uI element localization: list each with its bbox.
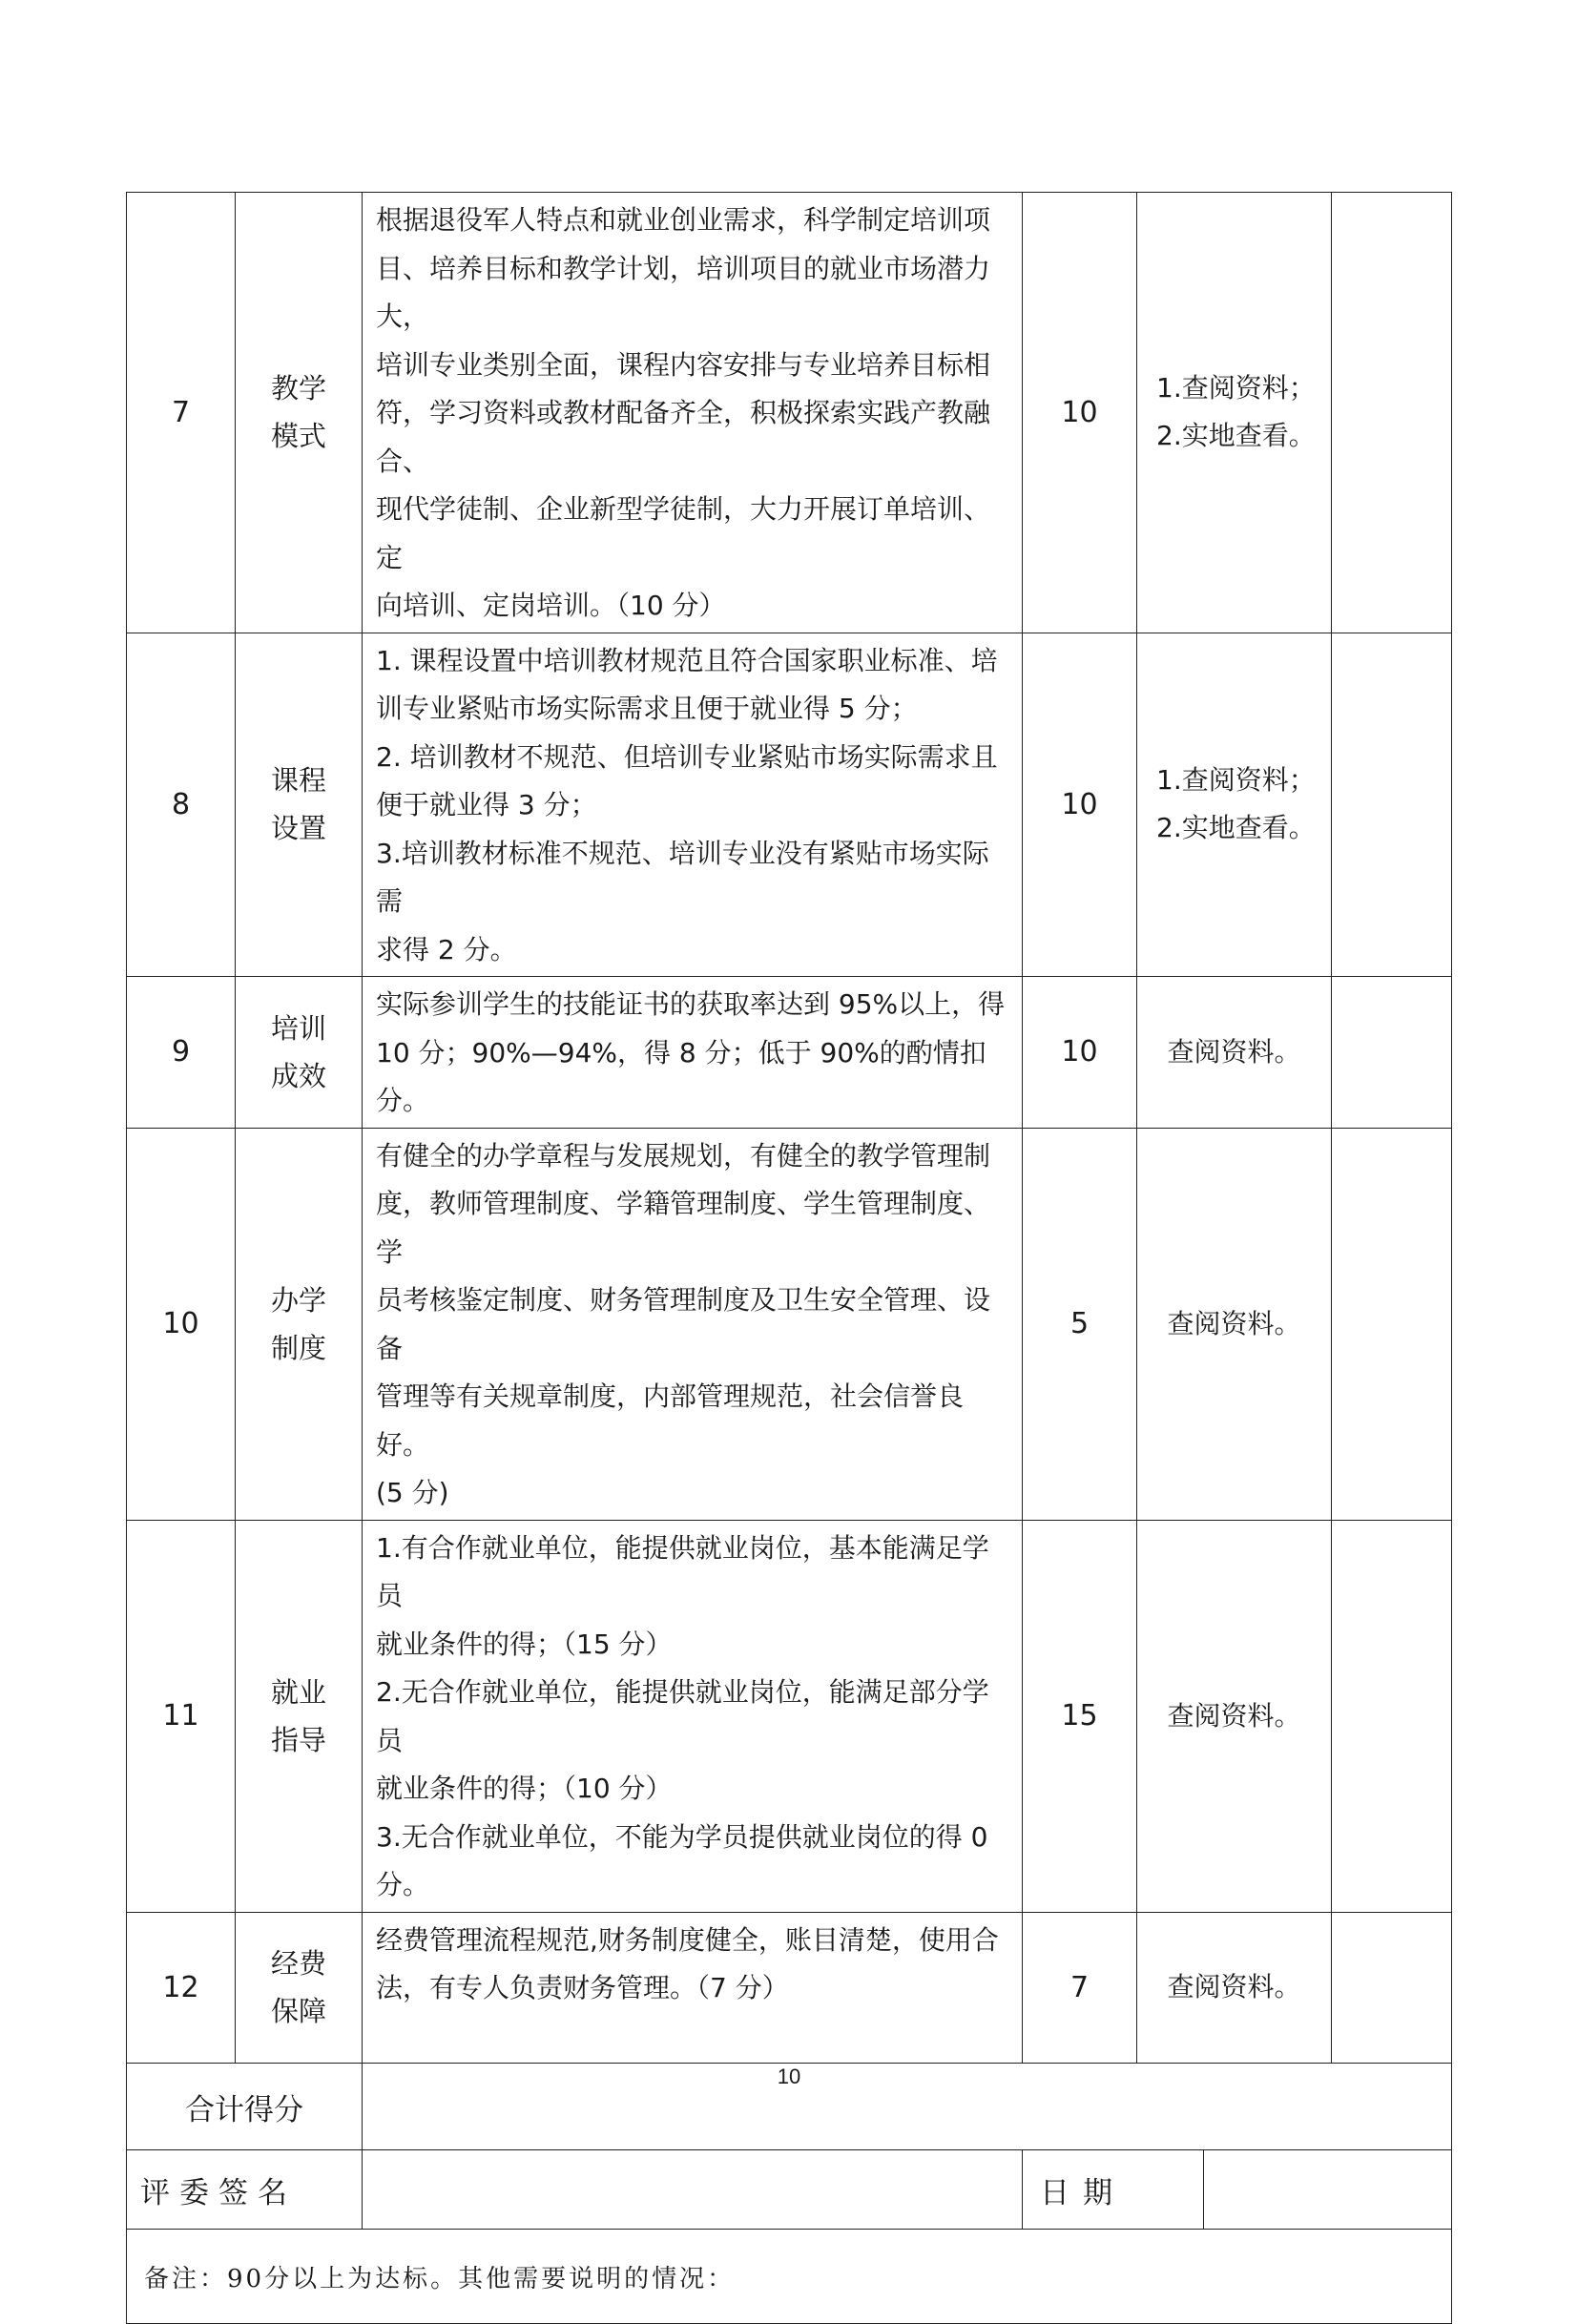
table-row	[127, 633, 1452, 977]
item-name	[236, 977, 363, 1129]
score-entry-cell[interactable]	[1332, 977, 1452, 1129]
signature-row	[127, 2150, 1452, 2230]
table-row	[127, 977, 1452, 1129]
date-label: 日期	[1023, 2150, 1204, 2230]
standard-line: 有健全的办学章程与发展规划，有健全的教学管理制	[376, 1139, 991, 1172]
item-name-line: 模式	[270, 420, 326, 453]
page-number: 10	[777, 2065, 801, 2088]
standard-line: 培训专业类别全面，课程内容安排与专业培养目标相	[376, 348, 991, 381]
score-entry-cell[interactable]	[1332, 633, 1452, 977]
row-number: 8	[127, 633, 236, 977]
standard-text	[363, 977, 1023, 1129]
standard-text	[363, 633, 1023, 977]
score-value: 7	[1023, 1912, 1137, 2064]
score-entry-cell[interactable]	[1332, 193, 1452, 633]
method-text	[1137, 193, 1332, 633]
item-name-line: 保障	[270, 1995, 326, 2028]
item-name-line: 经费	[270, 1947, 326, 1981]
note-text: 备注：90分以上为达标。其他需要说明的情况：	[127, 2230, 1452, 2324]
score-entry-cell[interactable]	[1332, 1520, 1452, 1912]
standard-line: 度，教师管理制度、学籍管理制度、学生管理制度、学	[376, 1188, 991, 1268]
table-row	[127, 1128, 1452, 1520]
item-name-line: 教学	[270, 372, 326, 405]
standard-line: 实际参训学生的技能证书的获取率达到 95%以上，得	[376, 988, 1006, 1020]
method-line: 查阅资料。	[1167, 1307, 1301, 1339]
item-name	[236, 1520, 363, 1912]
standard-line: 3.无合作就业单位，不能为学员提供就业岗位的得 0	[376, 1820, 988, 1853]
row-number: 11	[127, 1520, 236, 1912]
method-line: 2.实地查看。	[1156, 812, 1316, 844]
item-name-line: 设置	[270, 812, 326, 845]
method-line: 查阅资料。	[1167, 1035, 1301, 1068]
standard-line: 经费管理流程规范,财务制度健全，账目清楚，使用合	[376, 1923, 999, 1956]
score-value: 5	[1023, 1128, 1137, 1520]
score-entry-cell[interactable]	[1332, 1128, 1452, 1520]
row-number: 9	[127, 977, 236, 1129]
standard-line: 法，有专人负责财务管理。（7 分）	[376, 1972, 789, 2003]
standard-line: 就业条件的得；（15 分）	[376, 1628, 673, 1660]
standard-line: (5 分)	[376, 1477, 449, 1508]
evaluation-table	[126, 192, 1452, 2324]
date-field[interactable]	[1204, 2150, 1452, 2230]
item-name-line: 指导	[270, 1723, 326, 1756]
standard-line: 求得 2 分。	[376, 933, 517, 965]
standard-text	[363, 1128, 1023, 1520]
standard-line: 根据退役军人特点和就业创业需求，科学制定培训项	[376, 204, 991, 236]
standard-line: 分。	[376, 1869, 430, 1900]
note-row	[127, 2230, 1452, 2324]
method-text	[1137, 1128, 1332, 1520]
item-name	[236, 193, 363, 633]
item-name-line: 培训	[270, 1011, 326, 1045]
standard-line: 便于就业得 3 分；	[376, 789, 597, 820]
item-name-line: 课程	[270, 764, 326, 798]
standard-line: 1. 课程设置中培训教材规范且符合国家职业标准、培	[376, 644, 998, 676]
score-value: 10	[1023, 977, 1137, 1129]
method-line: 查阅资料。	[1167, 1699, 1301, 1732]
standard-line: 符，学习资料或教材配备齐全，积极探索实践产教融合、	[376, 397, 991, 477]
row-number: 7	[127, 193, 236, 633]
standard-line	[376, 2013, 1014, 2062]
standard-line: 员考核鉴定制度、财务管理制度及卫生安全管理、设备	[376, 1284, 991, 1364]
standard-line: 管理等有关规章制度，内部管理规范，社会信誉良好。	[376, 1380, 965, 1461]
item-name	[236, 1128, 363, 1520]
standard-text	[363, 1520, 1023, 1912]
method-line: 2.实地查看。	[1156, 420, 1316, 452]
table-body	[127, 193, 1452, 2064]
standard-line: 1.有合作就业单位，能提供就业岗位，基本能满足学员	[376, 1531, 989, 1611]
method-line: 查阅资料。	[1167, 1971, 1301, 2003]
standard-line: 10 分；90%—94%，得 8 分；低于 90%的酌情扣分。	[376, 1036, 986, 1116]
signature-field[interactable]	[363, 2150, 1023, 2230]
standard-line: 2.无合作就业单位，能提供就业岗位，能满足部分学员	[376, 1676, 989, 1756]
standard-line: 向培训、定岗培训。（10 分）	[376, 590, 726, 621]
score-entry-cell[interactable]	[1332, 1912, 1452, 2064]
method-text	[1137, 1520, 1332, 1912]
standard-line: 就业条件的得；（10 分）	[376, 1773, 673, 1804]
standard-text	[363, 193, 1023, 633]
row-number: 12	[127, 1912, 236, 2064]
item-name-line: 就业	[270, 1675, 326, 1709]
table-row	[127, 1912, 1452, 2064]
score-value: 10	[1023, 633, 1137, 977]
score-value: 10	[1023, 193, 1137, 633]
table-row	[127, 193, 1452, 633]
table-row	[127, 1520, 1452, 1912]
item-name	[236, 1912, 363, 2064]
score-value: 15	[1023, 1520, 1137, 1912]
row-number: 10	[127, 1128, 236, 1520]
item-name	[236, 633, 363, 977]
standard-line: 目、培养目标和教学计划，培训项目的就业市场潜力大，	[376, 252, 991, 332]
standard-line: 2. 培训教材不规范、但培训专业紧贴市场实际需求且	[376, 740, 998, 773]
item-name-line: 制度	[270, 1331, 326, 1364]
standard-text	[363, 1912, 1023, 2064]
item-name-line: 成效	[270, 1059, 326, 1092]
signature-label: 评委签名	[127, 2150, 363, 2230]
standard-line: 训专业紧贴市场实际需求且便于就业得 5 分；	[376, 693, 918, 724]
item-name-line: 办学	[270, 1283, 326, 1317]
method-text	[1137, 1912, 1332, 2064]
standard-line: 3.培训教材标准不规范、培训专业没有紧贴市场实际需	[376, 837, 989, 917]
total-label: 合计得分	[127, 2064, 363, 2150]
standard-line: 现代学徒制、企业新型学徒制，大力开展订单培训、定	[376, 493, 991, 573]
method-text	[1137, 977, 1332, 1129]
method-line: 1.查阅资料；	[1156, 372, 1316, 405]
method-line: 1.查阅资料；	[1156, 764, 1316, 797]
method-text	[1137, 633, 1332, 977]
